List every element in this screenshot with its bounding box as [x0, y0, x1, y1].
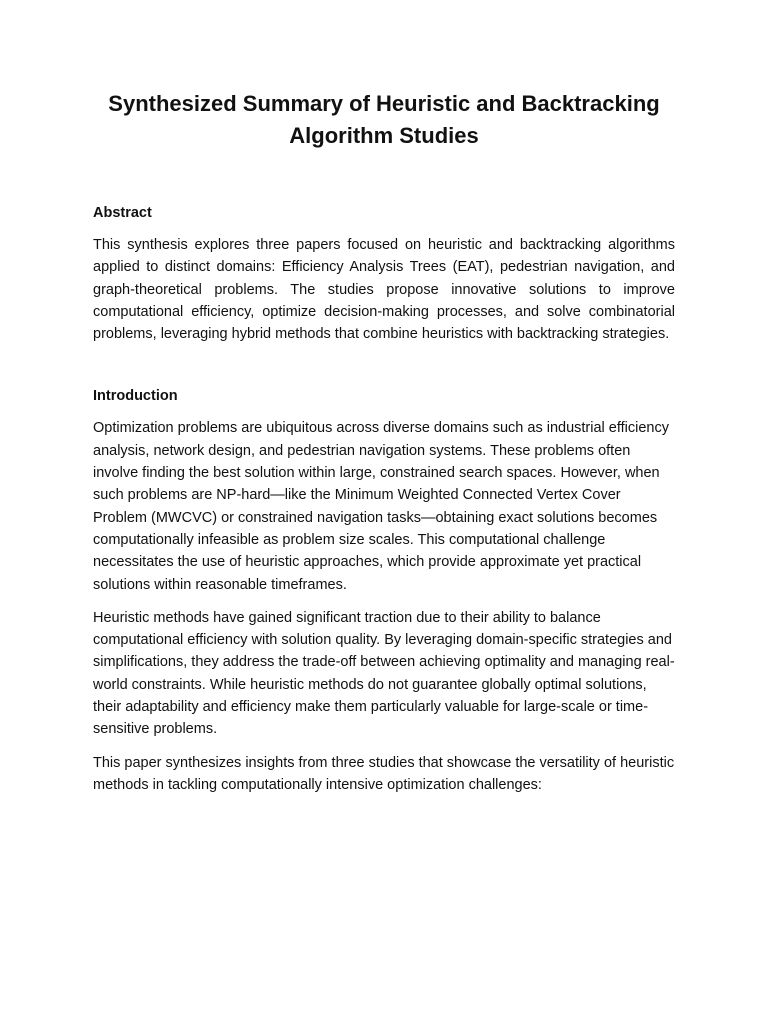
- document-body: [93, 202, 675, 796]
- document-title: Synthesized Summary of Heuristic and Backtracking Algorithm Studies: [108, 91, 660, 148]
- abstract-paragraph: This synthesis explores three papers focused on heuristic and backtracking algorithms applied to distinct domains: Efficiency Analysis Trees (EAT), pedestrian navigation, and graph-theoretical problems. The studies propose innovative solutions to improve computational efficiency, optimize decision-making processes, and solve combinatorial problems, leveraging hybrid methods that combine heuristics with backtracking strategies.: [93, 237, 675, 343]
- introduction-paragraph-2: Heuristic methods have gained significant traction due to their ability to balance computational efficiency with solution quality. By leveraging domain-specific strategies and simplifications, they address the trade-off between achieving optimality and managing real-world constraints. While heuristic methods do not guarantee globally optimal solutions, their adaptability and efficiency make them particularly valuable for large-scale or time-sensitive problems.: [93, 609, 675, 738]
- introduction-section: [93, 385, 675, 796]
- abstract-heading: Abstract: [93, 205, 152, 221]
- introduction-heading: Introduction: [93, 388, 178, 405]
- abstract-section: [93, 202, 675, 345]
- introduction-paragraph-1: Optimization problems are ubiquitous across diverse domains such as industrial efficiency analysis, network design, and pedestrian navigation systems. These problems often involve finding the best solution within large, constrained search spaces. However, when such problems are NP-hard—like the Minimum Weighted Connected Vertex Cover Problem (MWCVC) or constrained navigation tasks—obtaining exact solutions becomes computationally infeasible as problem size scales. This computational challenge necessitates the use of heuristic approaches, which provide approximate yet practical solutions within reasonable timeframes.: [93, 420, 669, 593]
- introduction-paragraph-3: This paper synthesizes insights from three studies that showcase the versatility of heuristic methods in tackling computationally intensive optimization challenges:: [93, 754, 675, 793]
